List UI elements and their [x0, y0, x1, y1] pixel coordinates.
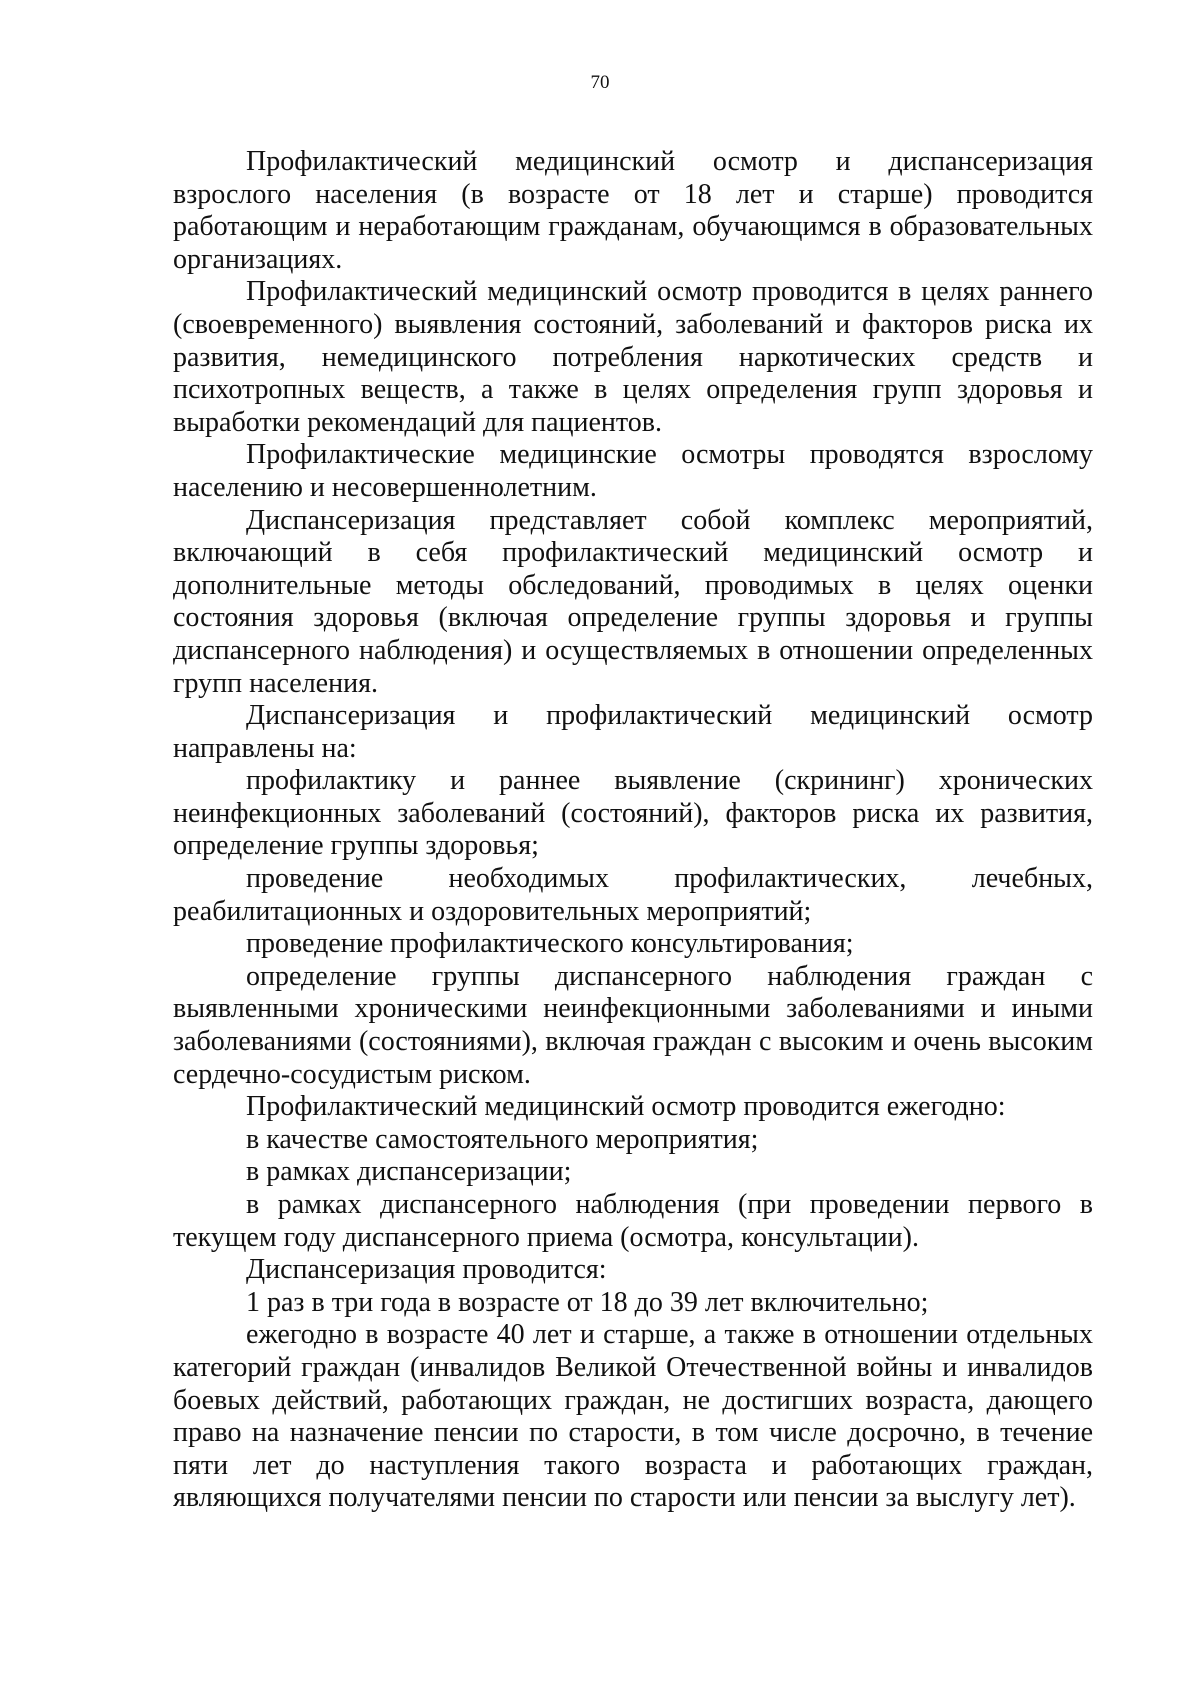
page-number: 70	[590, 72, 610, 93]
list-item: в рамках диспансеризации;	[246, 1156, 572, 1188]
paragraph: Профилактический медицинский осмотр и диспансеризация взрослого населения (в возрасте от 18 лет и старше) проводится работающим и неработающим гражданам, обучающимся в образовательных организациях.	[173, 146, 1093, 275]
list-item: проведение профилактического консультирования;	[246, 928, 854, 960]
list-item: профилактику и раннее выявление (скрининг) хронических неинфекционных заболеваний (состояний), факторов риска их развития, определение группы здоровья;	[173, 765, 1093, 862]
paragraph: Профилактический медицинский осмотр проводится ежегодно:	[246, 1091, 1006, 1123]
paragraph: Профилактические медицинские осмотры проводятся взрослому населению и несовершеннолетним.	[173, 439, 1093, 503]
list-item: в рамках диспансерного наблюдения (при проведении первого в текущем году диспансерного приема (осмотра, консультации).	[173, 1189, 1093, 1253]
paragraph: Диспансеризация представляет собой комплекс мероприятий, включающий в себя профилактический медицинский осмотр и дополнительные методы обследований, проводимых в целях оценки состояния здоровья (включая определение группы здоровья и группы диспансерного наблюдения) и осуществляемых в отношении определенных групп населения.	[173, 504, 1093, 699]
paragraph: Профилактический медицинский осмотр проводится в целях раннего (своевременного) выявления состояний, заболеваний и факторов риска их развития, немедицинского потребления наркотических средств и психотропных веществ, а также в целях определения групп здоровья и выработки рекомендаций для пациентов.	[173, 276, 1093, 438]
list-item: проведение необходимых профилактических, лечебных, реабилитационных и оздоровительных мероприятий;	[173, 863, 1093, 927]
list-item: ежегодно в возрасте 40 лет и старше, а также в отношении отдельных категорий граждан (инвалидов Великой Отечественной войны и инвалидов боевых действий, работающих граждан, не достигших возраста, дающего право на назначение пенсии по старости, в том числе досрочно, в течение пяти лет до наступления такого возраста и работающих граждан, являющихся получателями пенсии по старости или пенсии за выслугу лет).	[173, 1319, 1093, 1514]
document-body	[173, 146, 1093, 1515]
list-item: 1 раз в три года в возрасте от 18 до 39 лет включительно;	[246, 1286, 929, 1318]
paragraph: Диспансеризация проводится:	[246, 1254, 607, 1286]
list-item: определение группы диспансерного наблюдения граждан с выявленными хроническими неинфекционными заболеваниями и иными заболеваниями (состояниями), включая граждан с высоким и очень высоким сердечно-сосудистым риском.	[173, 960, 1093, 1090]
list-item: в качестве самостоятельного мероприятия;	[246, 1123, 759, 1155]
paragraph: Диспансеризация и профилактический медицинский осмотр направлены на:	[173, 700, 1093, 764]
